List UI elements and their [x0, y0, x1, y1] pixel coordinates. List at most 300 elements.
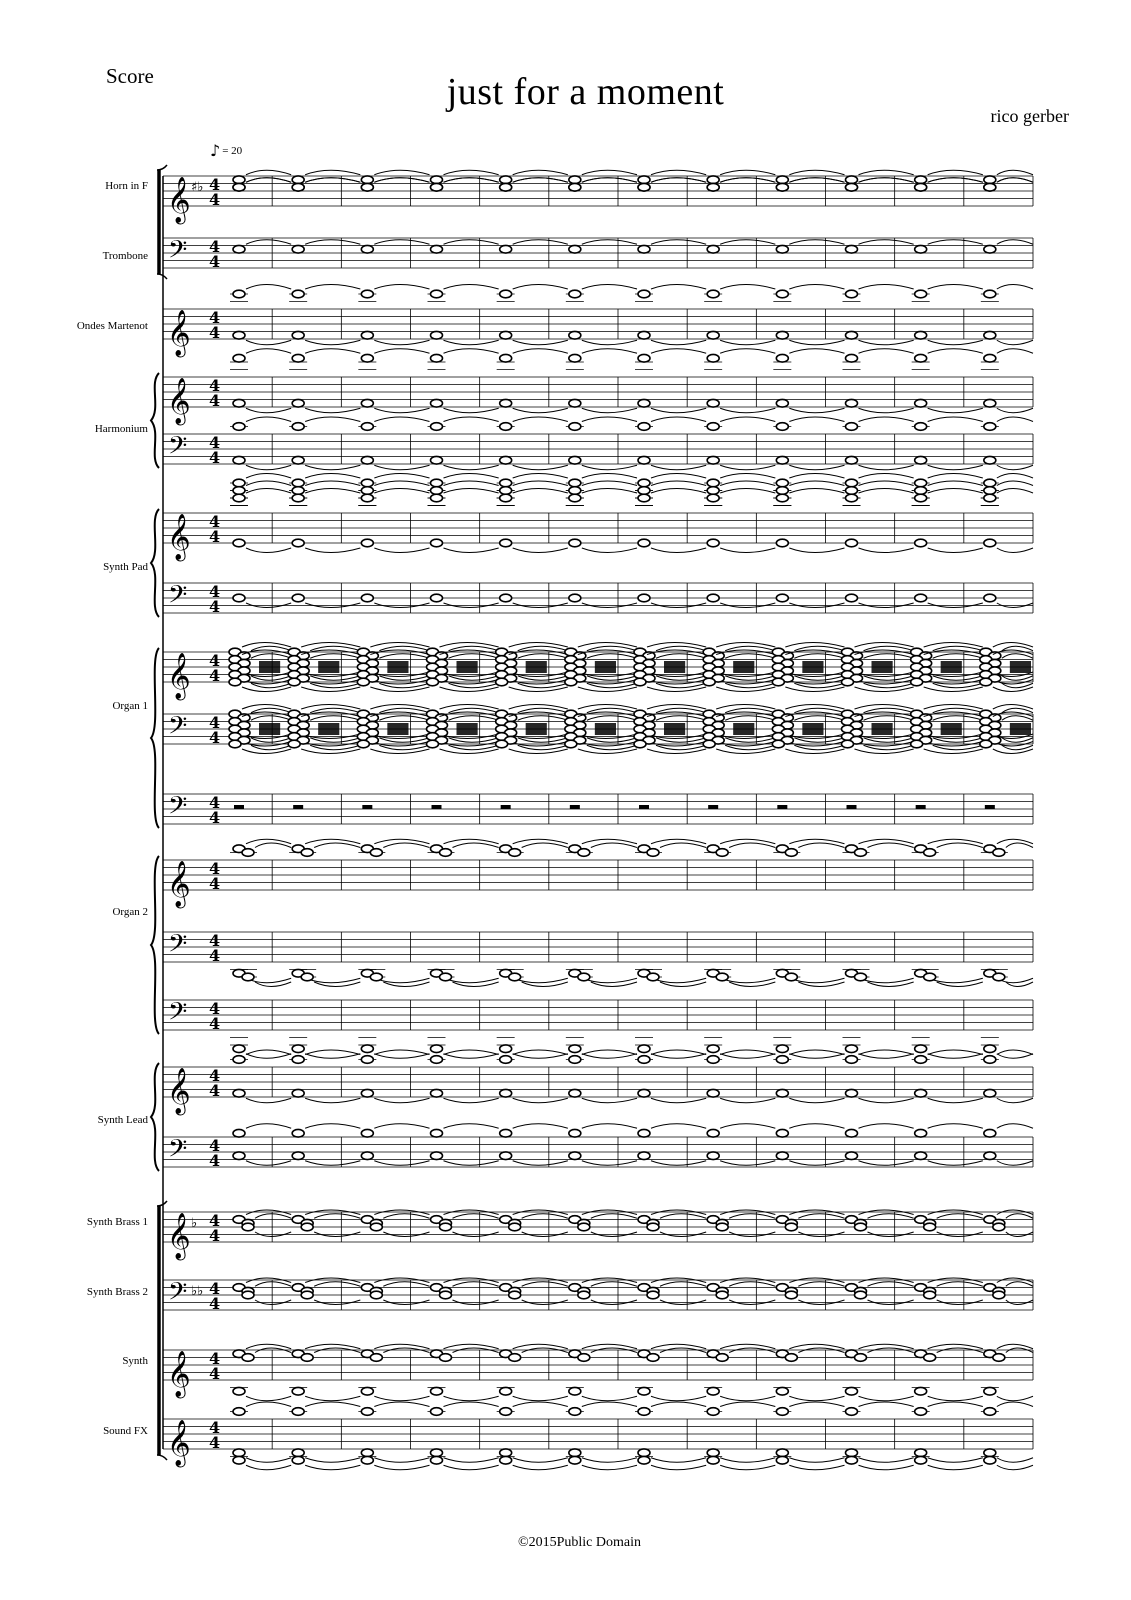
tie	[582, 408, 637, 413]
whole-note	[984, 423, 996, 431]
whole-note	[233, 176, 245, 184]
whole-note	[500, 487, 512, 495]
whole-note	[500, 290, 512, 298]
whole-note	[431, 354, 443, 362]
whole-note	[569, 245, 581, 253]
tie	[444, 474, 499, 479]
whole-note	[638, 1449, 650, 1457]
tie	[997, 489, 1033, 494]
tie	[1006, 1214, 1033, 1219]
whole-note	[292, 1449, 304, 1457]
chord-cluster	[387, 723, 408, 735]
whole-note	[647, 973, 659, 981]
tie	[453, 1214, 499, 1219]
whole-note	[292, 1387, 304, 1395]
bass-clef-icon: 𝄢	[168, 235, 188, 271]
whole-note	[855, 1354, 867, 1362]
whole-note	[707, 494, 719, 502]
whole-note	[638, 423, 650, 431]
tie	[444, 417, 499, 422]
tie	[720, 978, 775, 983]
whole-note	[242, 1223, 254, 1231]
whole-note	[984, 456, 996, 464]
whole-note	[233, 1408, 245, 1416]
tie	[997, 474, 1033, 479]
time-signature-bottom: 4	[209, 874, 221, 893]
tie	[513, 1054, 568, 1059]
whole-note	[569, 290, 581, 298]
tie	[928, 1124, 983, 1129]
whole-note	[984, 539, 996, 547]
whole-note	[361, 290, 373, 298]
whole-note	[578, 1291, 590, 1299]
tie	[383, 1214, 429, 1219]
tie	[651, 349, 706, 354]
tie	[582, 474, 637, 479]
whole-note	[292, 1129, 304, 1137]
tie	[651, 170, 706, 175]
whole-note	[707, 183, 719, 191]
whole-note	[292, 1045, 304, 1053]
whole-note	[846, 1129, 858, 1137]
whole-note	[292, 176, 304, 184]
chord-cluster	[387, 661, 408, 673]
tie	[859, 1458, 914, 1463]
composer-name: rico gerber	[990, 106, 1069, 126]
tie	[651, 417, 706, 422]
whole-note	[846, 594, 858, 602]
tie	[660, 843, 706, 848]
bass-clef-icon: 𝄢	[168, 997, 188, 1033]
whole-note	[431, 487, 443, 495]
time-signature-top: 4	[209, 175, 221, 194]
whole-note	[846, 290, 858, 298]
whole-note	[915, 456, 927, 464]
whole-note	[370, 1291, 382, 1299]
whole-note	[915, 399, 927, 407]
tie	[305, 978, 360, 983]
tie	[997, 548, 1033, 553]
whole-note	[772, 740, 784, 748]
tie	[251, 716, 291, 721]
tie	[374, 178, 429, 183]
tie	[513, 408, 568, 413]
tie	[582, 481, 637, 486]
whole-note	[638, 594, 650, 602]
whole-note	[984, 494, 996, 502]
tie	[651, 465, 706, 470]
whole-note	[361, 354, 373, 362]
whole-note	[842, 678, 854, 686]
tie	[997, 1465, 1033, 1470]
whole-note	[984, 1056, 996, 1064]
tie	[444, 178, 499, 183]
instrument-name-organ-1: Organ 1	[112, 700, 148, 712]
group-bracket-hook	[157, 1455, 167, 1460]
whole-note	[915, 290, 927, 298]
tie	[859, 489, 914, 494]
tie	[305, 465, 360, 470]
bass-clef-icon: 𝄢	[168, 711, 188, 747]
whole-note	[703, 740, 715, 748]
tie	[720, 285, 775, 290]
tie	[651, 240, 706, 245]
treble-clef-icon: 𝄞	[167, 1213, 191, 1259]
tie	[997, 178, 1033, 183]
whole-note	[846, 1408, 858, 1416]
tie	[789, 978, 844, 983]
whole-note	[915, 1387, 927, 1395]
tie	[374, 170, 429, 175]
tie	[928, 1465, 983, 1470]
whole-note	[361, 456, 373, 464]
tie	[720, 178, 775, 183]
whole-note	[431, 456, 443, 464]
half-rest-icon	[639, 805, 649, 809]
eighth-note-icon: ♪	[210, 141, 221, 160]
whole-note	[292, 1152, 304, 1160]
tie	[928, 1396, 983, 1401]
time-signature-bottom: 4	[209, 808, 221, 827]
whole-note	[846, 1089, 858, 1097]
half-rest-icon	[985, 805, 995, 809]
whole-note	[440, 849, 452, 857]
whole-note	[707, 176, 719, 184]
instrument-name-synth: Synth	[122, 1355, 148, 1367]
whole-note	[785, 1354, 797, 1362]
whole-note	[707, 539, 719, 547]
whole-note	[984, 354, 996, 362]
tie	[859, 240, 914, 245]
tie	[859, 481, 914, 486]
tie	[651, 1396, 706, 1401]
half-rest-icon	[708, 805, 718, 809]
tie	[789, 1396, 844, 1401]
tie	[997, 240, 1033, 245]
tie	[859, 285, 914, 290]
time-signature-top: 4	[209, 1418, 221, 1437]
tie	[444, 240, 499, 245]
tie	[582, 1098, 637, 1103]
time-signature-bottom: 4	[209, 527, 221, 546]
tie	[651, 474, 706, 479]
whole-note	[500, 1387, 512, 1395]
tie	[513, 1458, 568, 1463]
time-signature-bottom: 4	[209, 1364, 221, 1383]
tie	[729, 1214, 775, 1219]
whole-note	[500, 331, 512, 339]
whole-note	[785, 1223, 797, 1231]
whole-note	[242, 1291, 254, 1299]
whole-note	[292, 1408, 304, 1416]
tie	[928, 1402, 983, 1407]
tie	[928, 1050, 983, 1055]
whole-note	[440, 1223, 452, 1231]
whole-note	[500, 456, 512, 464]
page-title: just for a moment	[446, 71, 725, 113]
whole-note	[233, 1449, 245, 1457]
whole-note	[785, 849, 797, 857]
whole-note	[569, 1456, 581, 1464]
whole-note	[707, 331, 719, 339]
whole-note	[431, 594, 443, 602]
tie	[444, 1402, 499, 1407]
whole-note	[233, 1129, 245, 1137]
tie	[729, 843, 775, 848]
tie	[720, 1098, 775, 1103]
whole-note	[638, 487, 650, 495]
whole-note	[647, 1223, 659, 1231]
tie	[789, 417, 844, 422]
tie	[582, 170, 637, 175]
whole-note	[431, 1408, 443, 1416]
chord-cluster	[733, 723, 754, 735]
tie	[374, 1054, 429, 1059]
bass-clef-icon: 𝄢	[168, 1134, 188, 1170]
tie	[314, 1282, 360, 1287]
tie	[305, 408, 360, 413]
tie	[997, 1098, 1033, 1103]
whole-note	[301, 1291, 313, 1299]
whole-note	[578, 1223, 590, 1231]
whole-note	[924, 973, 936, 981]
whole-note	[569, 456, 581, 464]
chord-cluster	[1010, 661, 1031, 673]
tie	[582, 1124, 637, 1129]
tie	[383, 843, 429, 848]
tie	[582, 240, 637, 245]
whole-note	[855, 849, 867, 857]
tie	[651, 408, 706, 413]
tie	[582, 489, 637, 494]
whole-note	[855, 973, 867, 981]
key-accidental-icon: ♭♭	[191, 1284, 204, 1299]
tie	[374, 285, 429, 290]
time-signature-top: 4	[209, 376, 221, 395]
whole-note	[915, 494, 927, 502]
whole-note	[292, 290, 304, 298]
tie	[513, 285, 568, 290]
tie	[305, 417, 360, 422]
whole-note	[915, 1449, 927, 1457]
tie	[379, 654, 429, 659]
key-accidental-icon: ♭	[191, 1216, 198, 1231]
tie	[305, 1161, 360, 1166]
whole-note	[569, 1129, 581, 1137]
whole-note	[638, 1056, 650, 1064]
tie	[997, 417, 1033, 422]
tie	[374, 1458, 429, 1463]
tie	[789, 1402, 844, 1407]
tie	[789, 1050, 844, 1055]
treble-clef-icon: 𝄞	[167, 1420, 191, 1466]
time-signature-bottom: 4	[209, 1081, 221, 1100]
whole-note	[233, 399, 245, 407]
whole-note	[984, 399, 996, 407]
time-signature-bottom: 4	[209, 946, 221, 965]
tie	[305, 1402, 360, 1407]
whole-note	[431, 331, 443, 339]
whole-note	[984, 183, 996, 191]
tie	[305, 1396, 360, 1401]
tie	[444, 465, 499, 470]
instrument-name-ondes-martenot: Ondes Martenot	[76, 320, 148, 332]
whole-note	[431, 1089, 443, 1097]
whole-note	[638, 479, 650, 487]
tie	[591, 843, 637, 848]
tie	[246, 1098, 291, 1103]
tie	[859, 978, 914, 983]
whole-note	[292, 487, 304, 495]
whole-note	[984, 594, 996, 602]
whole-note	[911, 678, 923, 686]
tie	[789, 408, 844, 413]
tie	[651, 1050, 706, 1055]
instrument-name-synth-lead: Synth Lead	[97, 1114, 148, 1126]
tie	[928, 1098, 983, 1103]
tie	[789, 465, 844, 470]
tempo-value: = 20	[222, 145, 243, 157]
whole-note	[776, 1089, 788, 1097]
whole-note	[776, 494, 788, 502]
tie	[859, 474, 914, 479]
whole-note	[361, 479, 373, 487]
whole-note	[842, 740, 854, 748]
time-signature-bottom: 4	[209, 1433, 221, 1452]
whole-note	[638, 1456, 650, 1464]
whole-note	[984, 245, 996, 253]
whole-note	[776, 539, 788, 547]
tie	[720, 481, 775, 486]
whole-note	[776, 1056, 788, 1064]
staff-group-brace	[151, 509, 159, 617]
whole-note	[846, 456, 858, 464]
bass-clef-icon: 𝄢	[168, 1277, 188, 1313]
whole-note	[578, 1354, 590, 1362]
whole-note	[233, 1152, 245, 1160]
tie	[928, 1054, 983, 1059]
tie	[582, 1161, 637, 1166]
whole-note	[846, 1387, 858, 1395]
whole-note	[288, 678, 300, 686]
time-signature-top: 4	[209, 999, 221, 1018]
whole-note	[361, 399, 373, 407]
chord-cluster	[941, 723, 962, 735]
whole-note	[500, 539, 512, 547]
whole-note	[638, 1152, 650, 1160]
tie	[379, 716, 429, 721]
tie	[997, 285, 1033, 290]
tie	[859, 1402, 914, 1407]
tie	[582, 1396, 637, 1401]
tie	[789, 340, 844, 345]
tie	[789, 240, 844, 245]
whole-note	[980, 740, 992, 748]
tie	[789, 178, 844, 183]
time-signature-bottom: 4	[209, 666, 221, 685]
whole-note	[500, 479, 512, 487]
whole-note	[229, 678, 241, 686]
tie	[305, 285, 360, 290]
whole-note	[242, 1354, 254, 1362]
tie	[928, 474, 983, 479]
whole-note	[500, 1449, 512, 1457]
tie	[314, 1214, 360, 1219]
whole-note	[431, 176, 443, 184]
whole-note	[569, 487, 581, 495]
tie	[928, 240, 983, 245]
tie	[513, 1402, 568, 1407]
tie	[305, 1050, 360, 1055]
tie	[651, 285, 706, 290]
tie	[444, 548, 499, 553]
tie	[453, 843, 499, 848]
whole-note	[846, 183, 858, 191]
tie	[444, 978, 499, 983]
whole-note	[361, 331, 373, 339]
tie	[305, 340, 360, 345]
whole-note	[292, 539, 304, 547]
tie	[651, 1124, 706, 1129]
bass-clef-icon: 𝄢	[168, 929, 188, 965]
whole-note	[638, 354, 650, 362]
whole-note	[427, 740, 439, 748]
whole-note	[361, 1449, 373, 1457]
tie	[720, 489, 775, 494]
whole-note	[716, 973, 728, 981]
time-signature-top: 4	[209, 713, 221, 732]
tie	[720, 170, 775, 175]
tie	[374, 349, 429, 354]
tie	[997, 1050, 1033, 1055]
tie	[789, 1098, 844, 1103]
whole-note	[846, 479, 858, 487]
whole-note	[638, 456, 650, 464]
chord-cluster	[664, 723, 685, 735]
whole-note	[569, 1089, 581, 1097]
whole-note	[707, 1152, 719, 1160]
whole-note	[924, 1354, 936, 1362]
tie	[374, 1124, 429, 1129]
time-signature-bottom: 4	[209, 190, 221, 209]
tie	[859, 1465, 914, 1470]
whole-note	[569, 1045, 581, 1053]
whole-note	[361, 1089, 373, 1097]
whole-note	[915, 479, 927, 487]
half-rest-icon	[847, 805, 857, 809]
tie	[868, 843, 914, 848]
tie	[651, 1402, 706, 1407]
tie	[513, 170, 568, 175]
whole-note	[431, 1152, 443, 1160]
whole-note	[707, 487, 719, 495]
tie	[928, 481, 983, 486]
tie	[859, 1054, 914, 1059]
whole-note	[638, 183, 650, 191]
tie	[789, 285, 844, 290]
whole-note	[500, 176, 512, 184]
tie	[789, 1458, 844, 1463]
tie	[729, 1282, 775, 1287]
time-signature-top: 4	[209, 651, 221, 670]
whole-note	[431, 423, 443, 431]
tie	[720, 240, 775, 245]
whole-note	[233, 1387, 245, 1395]
tie	[449, 716, 499, 721]
whole-note	[980, 678, 992, 686]
whole-note	[776, 1129, 788, 1137]
whole-note	[569, 594, 581, 602]
